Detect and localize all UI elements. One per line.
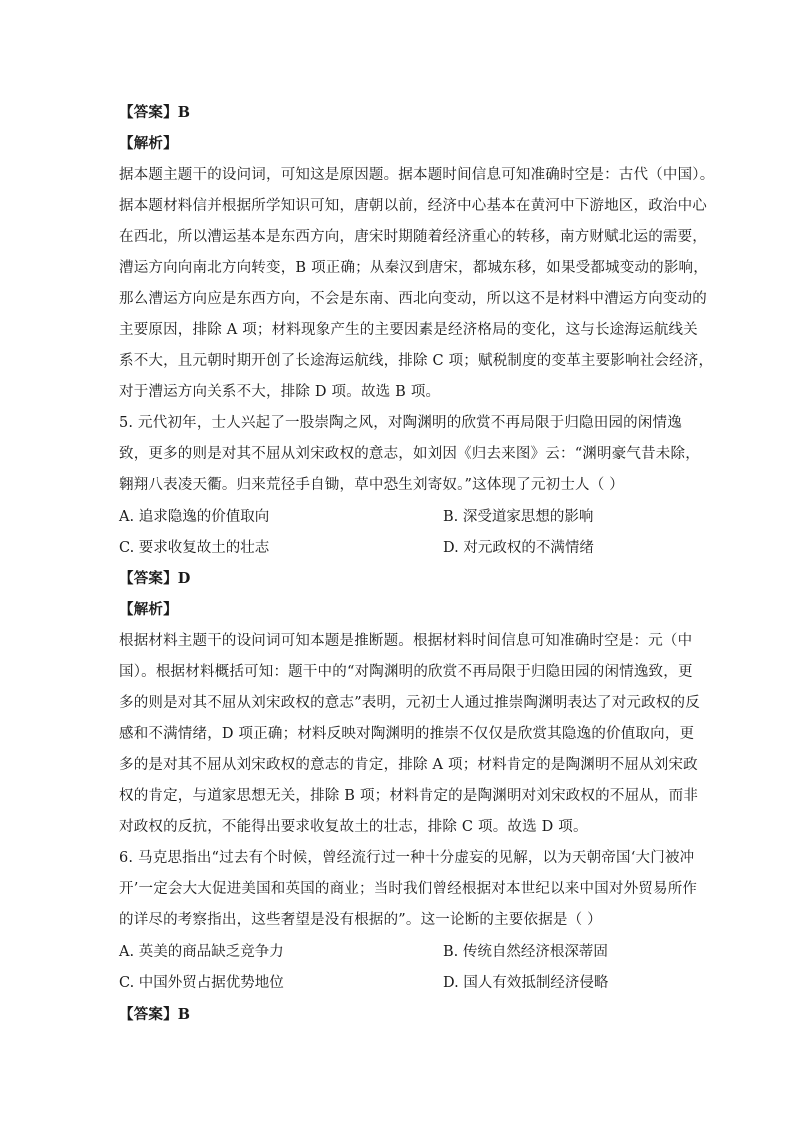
analysis-line: 据本题主题干的设问词，可知这是原因题。据本题时间信息可知准确时空是：古代（中国）。 [119,167,715,183]
option-d-q6: D. 国人有效抵制经济侵略 [443,975,609,991]
analysis-line: 那么漕运方向应是东西方向，不会是东南、西北向变动，所以这不是材料中漕运方向变动的 [119,291,707,307]
analysis-line: 系不大，且元朝时期开创了长途海运航线，排除 C 项；赋税制度的变革主要影响社会经济， [119,353,714,369]
question-stem-q6: 6. 马克思指出“过去有个时候，曾经流行过一种十分虚妄的见解，以为天朝帝国‘大门被冲 [119,850,695,866]
analysis-label-q4: 【解析】 [119,135,178,152]
option-d-q5: D. 对元政权的不满情绪 [443,540,594,556]
analysis-line: 对于漕运方向关系不大，排除 D 项。故选 B 项。 [119,384,441,400]
option-a-q5: A. 追求隐逸的价值取向 [119,509,270,525]
answer-label-q4: 【答案】B [119,104,191,121]
option-a-q6: A. 英美的商品缺乏竞争力 [119,944,284,960]
option-b-q5: B. 深受道家思想的影响 [443,509,594,525]
analysis-line: 感和不满情绪，D 项正确；材料反映对陶渊明的推崇不仅仅是欣赏其隐逸的价值取向，更 [119,726,695,742]
answer-label-q5: 【答案】D [119,570,191,587]
question-stem-q6: 开’一定会大大促进美国和英国的商业；当时我们曾经根据对本世纪以来中国对外贸易所作 [119,881,698,897]
answer-label-q6: 【答案】B [119,1006,191,1023]
option-c-q5: C. 要求收复故土的壮志 [119,540,270,556]
analysis-line: 据本题材料信并根据所学知识可知，唐朝以前，经济中心基本在黄河中下游地区，政治中心 [119,198,707,214]
analysis-line: 主要原因，排除 A 项；材料现象产生的主要因素是经济格局的变化，这与长途海运航线关 [119,322,698,338]
question-stem-q5: 致，更多的则是对其不屈从刘宋政权的意志，如刘因《归去来图》云：“渊明豪气昔未除， [119,446,700,462]
analysis-line: 国）。根据材料概括可知：题干中的“对陶渊明的欣赏不再局限于归隐田园的闲情逸致，更 [119,664,693,680]
question-stem-q5: 翱翔八表凌天衢。归来荒径手自锄，草中恐生刘寄奴。”这体现了元初士人（ ） [119,477,624,493]
question-stem-q6: 的详尽的考察指出，这些奢望是没有根据的”。这一论断的主要依据是（ ） [119,912,602,928]
analysis-line: 对政权的反抗，不能得出要求收复故土的壮志，排除 C 项。故选 D 项。 [119,819,588,835]
analysis-line: 多的是对其不屈从刘宋政权的意志的肯定，排除 A 项；材料肯定的是陶渊明不屈从刘宋政 [119,757,698,773]
analysis-line: 漕运方向向南北方向转变，B 项正确；从秦汉到唐宋，都城东移，如果受都城变动的影响， [119,260,708,276]
option-c-q6: C. 中国外贸占据优势地位 [119,975,284,991]
analysis-line: 在西北，所以漕运基本是东西方向，唐宋时期随着经济重心的转移，南方财赋北运的需要， [119,229,707,245]
analysis-line: 根据材料主题干的设问词可知本题是推断题。根据材料时间信息可知准确时空是：元（中 [119,633,693,649]
analysis-line: 权的肯定，与道家思想无关，排除 B 项；材料肯定的是陶渊明对刘宋政权的不屈从，而非 [119,788,699,804]
analysis-label-q5: 【解析】 [119,601,178,618]
option-b-q6: B. 传统自然经济根深蒂固 [443,944,608,960]
question-stem-q5: 5. 元代初年，士人兴起了一股崇陶之风，对陶渊明的欣赏不再局限于归隐田园的闲情逸 [119,415,682,431]
analysis-line: 多的则是对其不屈从刘宋政权的意志”表明，元初士人通过推崇陶渊明表达了对元政权的反 [119,695,700,711]
